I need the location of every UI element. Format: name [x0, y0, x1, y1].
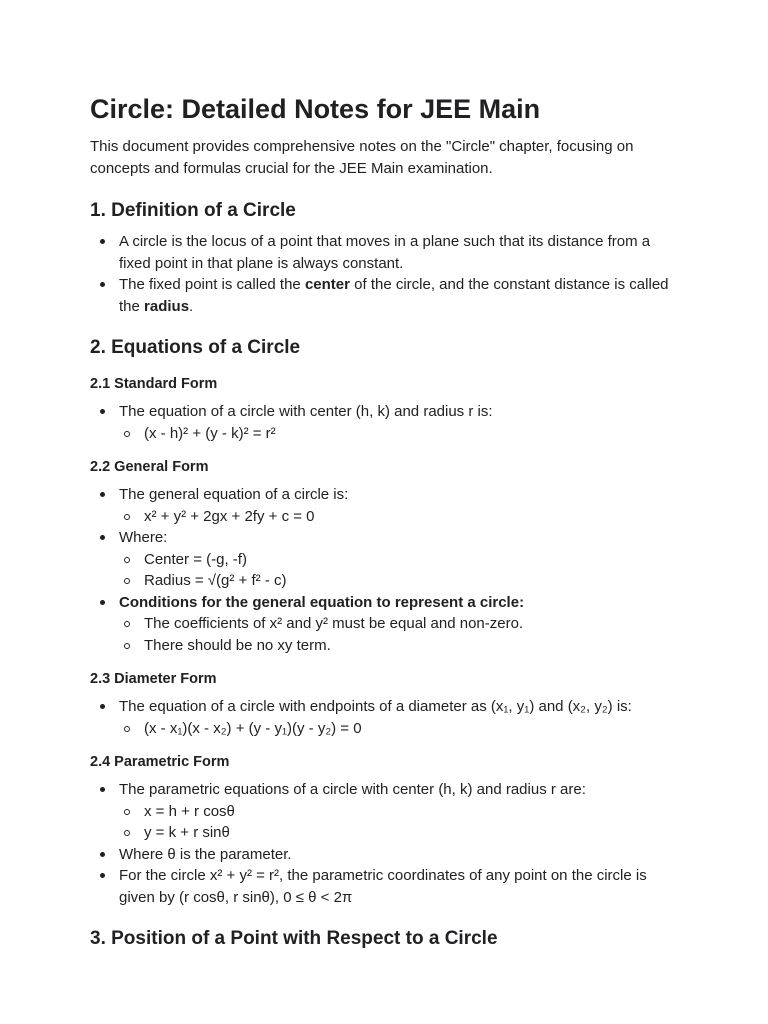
subsection-heading-standard: 2.1 Standard Form: [90, 376, 218, 392]
formula-item: x² + y² + 2gx + 2fy + c = 0: [119, 506, 678, 528]
bold-text: Conditions for the general equation to represent a circle:: [119, 593, 525, 611]
sub-list: [119, 801, 678, 844]
text-span: Where:: [119, 529, 168, 546]
formula-item: x = h + r cosθ: [119, 801, 678, 823]
sub-list: [119, 423, 678, 445]
sub-list: [119, 506, 678, 528]
text-span: The fixed point is called the: [119, 276, 305, 293]
formula-item: Center = (-g, -f): [119, 549, 678, 571]
standard-form-list: [90, 401, 678, 444]
formula-item: There should be no xy term.: [119, 635, 678, 657]
text-span: of the circle, and the constant distance is called the: [119, 276, 669, 315]
text-span: The equation of a circle with center (h, k) and radius r is:: [119, 403, 493, 420]
parametric-form-list: [90, 779, 678, 908]
list-item: [90, 779, 678, 844]
section-heading-definition: 1. Definition of a Circle: [90, 200, 296, 221]
list-item: [90, 274, 678, 317]
list-item: [90, 592, 678, 657]
sub-list: [119, 549, 678, 592]
page-title: Circle: Detailed Notes for JEE Main: [90, 94, 541, 124]
formula-item: (x - x₁)(x - x₂) + (y - y₁)(y - y₂) = 0: [119, 718, 678, 740]
subsection-heading-parametric: 2.4 Parametric Form: [90, 754, 230, 770]
formula-item: The coefficients of x² and y² must be equal and non-zero.: [119, 613, 678, 635]
subsection-heading-diameter: 2.3 Diameter Form: [90, 671, 217, 687]
formula-item: y = k + r sinθ: [119, 822, 678, 844]
text-span: The parametric equations of a circle with center (h, k) and radius r are:: [119, 781, 586, 798]
section-heading-equations: 2. Equations of a Circle: [90, 337, 301, 358]
list-item: [90, 401, 678, 444]
bold-term-center: center: [304, 276, 350, 293]
definition-list: [90, 231, 678, 317]
list-item: [90, 527, 678, 592]
list-item: [90, 696, 678, 739]
bold-term-radius: radius: [144, 297, 190, 315]
formula-item: Radius = √(g² + f² - c): [119, 570, 678, 592]
diameter-form-list: [90, 696, 678, 739]
list-item: Where θ is the parameter.: [90, 844, 678, 866]
formula-item: (x - h)² + (y - k)² = r²: [119, 423, 678, 445]
list-item: [90, 484, 678, 527]
general-form-list: [90, 484, 678, 656]
text-span: .: [189, 297, 194, 315]
text-span: The general equation of a circle is:: [119, 486, 349, 503]
sub-list: [119, 718, 678, 740]
text-span: The equation of a circle with endpoints of a diameter as (x₁, y₁) and (x₂, y₂) is:: [119, 698, 632, 715]
list-item: For the circle x² + y² = r², the parametric coordinates of any point on the circle is given by (r cosθ, r sinθ), 0 ≤ θ < 2π: [90, 865, 678, 908]
sub-list: [119, 613, 678, 656]
list-item: A circle is the locus of a point that moves in a plane such that its distance from a fixed point in that plane is always constant.: [90, 231, 678, 274]
section-heading-position: 3. Position of a Point with Respect to a Circle: [90, 928, 498, 949]
intro-paragraph: This document provides comprehensive notes on the "Circle" chapter, focusing on concepts and formulas crucial for the JEE Main examination.: [90, 138, 634, 177]
subsection-heading-general: 2.2 General Form: [90, 459, 209, 475]
